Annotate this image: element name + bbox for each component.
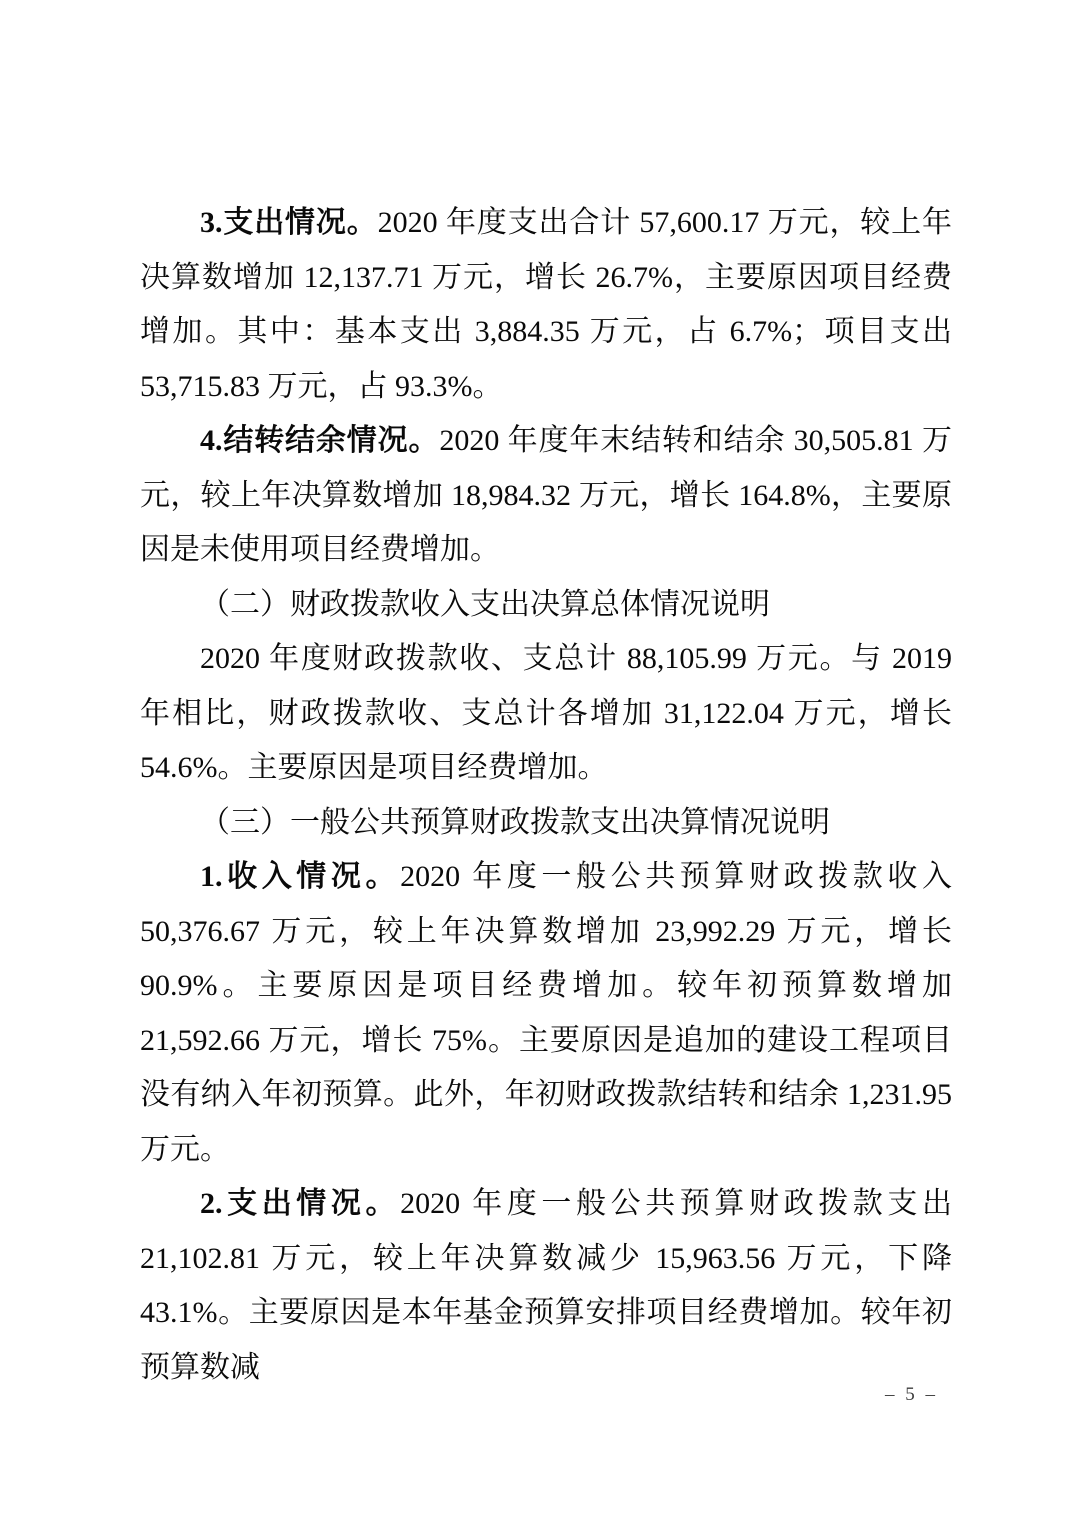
paragraph-lead: 4.结转结余情况。 — [200, 424, 440, 457]
paragraph-text: 2020 年度支出合计 57,600.17 万元，较上年决算数增加 12,137.71 万元，增长 26.7%，主要原因项目经费增加。其中：基本支出 3,884.35 万元，占 6.7%；项目支出 53,715.83 万元，占 93.3%。 — [140, 206, 953, 403]
heading-text: （三）一般公共预算财政拨款支出决算情况说明 — [200, 805, 830, 839]
document-text-block — [140, 196, 952, 1395]
paragraph-text: 2020 年度一般公共预算财政拨款收入 50,376.67 万元，较上年决算数增加 23,992.29 万元，增长 90.9%。主要原因是项目经费增加。较年初预算数增加 21,592.66 万元，增长 75%。主要原因是追加的建设工程项目没有纳入年初预算。此外，年初财政拨款结转和结余 1,231.95 万元。 — [140, 860, 953, 1166]
paragraph-text: 2020 年度年末结转和结余 30,505.81 万元，较上年决算数增加 18,984.32 万元，增长 164.8%，主要原因是未使用项目经费增加。 — [140, 424, 953, 566]
section-heading-2 — [140, 578, 952, 633]
paragraph-budget-expenditure — [140, 1177, 952, 1395]
paragraph-text: 2020 年度一般公共预算财政拨款支出 21,102.81 万元，较上年决算数减少 15,963.56 万元，下降 43.1%。主要原因是本年基金预算安排项目经费增加。较年初预算数减 — [140, 1187, 953, 1384]
paragraph-fiscal-total — [140, 632, 952, 796]
paragraph-lead: 1.收入情况。 — [200, 860, 401, 893]
paragraph-expenditure — [140, 196, 952, 414]
paragraph-lead: 3.支出情况。 — [200, 206, 378, 239]
paragraph-text: 2020 年度财政拨款收、支总计 88,105.99 万元。与 2019 年相比，财政拨款收、支总计各增加 31,122.04 万元，增长 54.6%。主要原因是项目经费增加。 — [140, 642, 952, 784]
heading-text: （二）财政拨款收入支出决算总体情况说明 — [200, 587, 770, 621]
page-number: – 5 – — [885, 1384, 938, 1405]
section-heading-3 — [140, 796, 952, 851]
paragraph-lead: 2.支出情况。 — [200, 1187, 401, 1220]
paragraph-carryover — [140, 414, 952, 578]
paragraph-income — [140, 850, 952, 1177]
